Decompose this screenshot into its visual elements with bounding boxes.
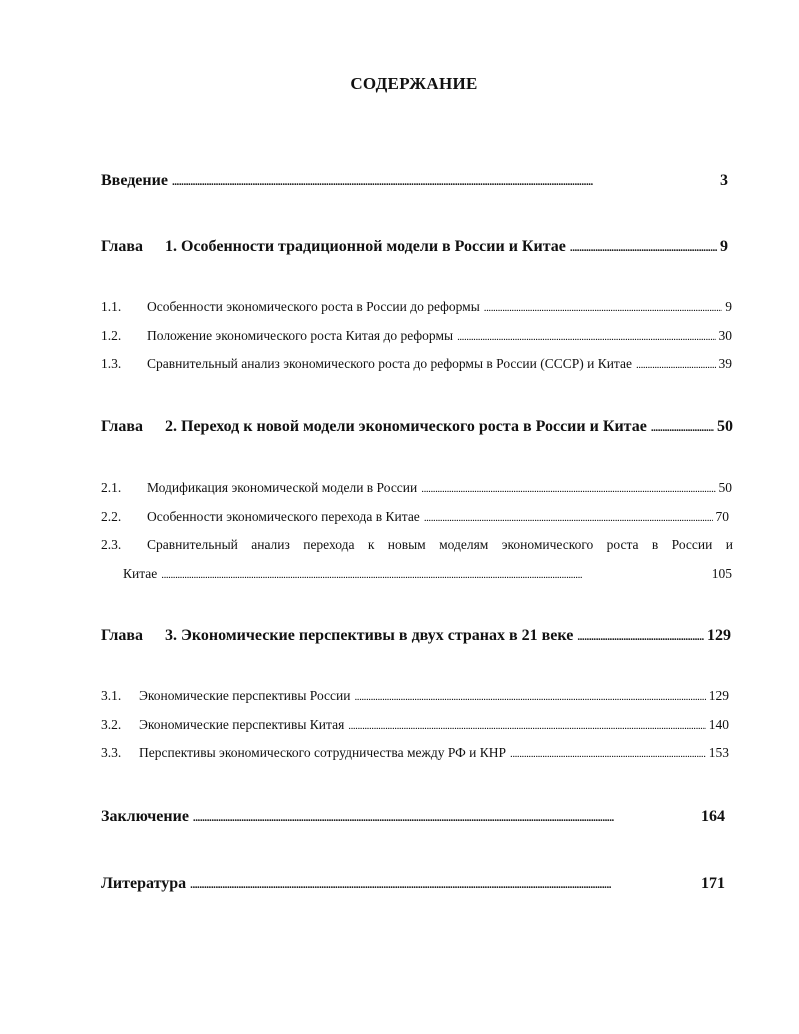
dot-leader xyxy=(190,879,698,891)
dot-leader xyxy=(577,631,704,643)
toc-entry-intro[interactable] xyxy=(101,172,728,190)
page-number: 39 xyxy=(718,356,732,371)
page-number: 164 xyxy=(701,808,725,825)
section-number: 3.1. xyxy=(101,688,122,703)
section-number: 1.1. xyxy=(101,299,122,314)
dot-leader xyxy=(421,483,715,495)
entry-title: Введение xyxy=(101,172,168,189)
word: в xyxy=(651,537,659,552)
word: экономического xyxy=(501,537,594,552)
page-number: 30 xyxy=(718,328,732,343)
chapter-number: 1. xyxy=(165,238,177,255)
chapter-title: Переход к новой модели экономического роста в России и Китае xyxy=(181,418,647,435)
page-number: 129 xyxy=(707,627,731,644)
toc-chapter-3[interactable] xyxy=(101,627,731,645)
toc-chapter-2[interactable] xyxy=(101,418,733,436)
word: к xyxy=(367,537,375,552)
page-number: 140 xyxy=(708,717,729,732)
chapter-title: Особенности традиционной модели в России и Китае xyxy=(181,238,566,255)
page-number: 129 xyxy=(708,688,729,703)
section-number: 2.2. xyxy=(101,509,122,524)
section-number: 1.2. xyxy=(101,328,122,343)
toc-chapter-1[interactable] xyxy=(101,238,728,256)
toc-section-2-3-continuation[interactable] xyxy=(123,566,732,582)
word: перехода xyxy=(303,537,355,552)
toc-section-2-2[interactable] xyxy=(101,509,729,525)
toc-section-3-3[interactable] xyxy=(101,745,729,761)
page-number: 50 xyxy=(717,418,733,435)
chapter-label: Глава xyxy=(101,627,143,644)
entry-title: Заключение xyxy=(101,808,189,825)
section-number: 1.3. xyxy=(101,356,122,371)
word: России xyxy=(671,537,713,552)
toc-entry-literature[interactable] xyxy=(101,875,725,893)
section-number: 2.3. xyxy=(101,537,122,552)
section-title-continuation: Китае xyxy=(123,566,158,581)
page-title: СОДЕРЖАНИЕ xyxy=(350,74,478,93)
word: новым xyxy=(387,537,426,552)
dot-leader xyxy=(354,691,705,703)
dot-leader xyxy=(636,359,716,371)
section-title xyxy=(147,537,733,553)
section-number: 3.3. xyxy=(101,745,122,760)
word: роста xyxy=(606,537,639,552)
toc-entry-conclusion[interactable] xyxy=(101,808,725,826)
word: моделям xyxy=(439,537,489,552)
toc-section-3-1[interactable] xyxy=(101,688,729,704)
dot-leader xyxy=(348,720,705,732)
dot-leader xyxy=(570,242,717,254)
chapter-label: Глава xyxy=(101,238,143,255)
section-title: Модификация экономической модели в России xyxy=(147,480,418,495)
dot-leader xyxy=(457,331,715,343)
section-number: 2.1. xyxy=(101,480,122,495)
toc-section-2-1[interactable] xyxy=(101,480,732,496)
dot-leader xyxy=(161,569,708,581)
section-title: Перспективы экономического сотрудничества между РФ и КНР xyxy=(139,745,507,760)
dot-leader xyxy=(484,302,722,314)
entry-title: Литература xyxy=(101,875,187,892)
dot-leader xyxy=(651,422,714,434)
word: Сравнительный xyxy=(147,537,238,552)
page-number: 3 xyxy=(720,172,728,189)
page-number: 9 xyxy=(720,238,728,255)
toc-section-1-1[interactable] xyxy=(101,299,732,315)
page-number: 171 xyxy=(701,875,725,892)
dot-leader xyxy=(424,512,713,524)
dot-leader xyxy=(510,748,706,760)
chapter-number: 2. xyxy=(165,418,177,435)
word: и xyxy=(725,537,733,552)
section-title: Экономические перспективы России xyxy=(139,688,351,703)
chapter-label: Глава xyxy=(101,418,143,435)
section-title: Особенности экономического перехода в Китае xyxy=(147,509,420,524)
dot-leader xyxy=(193,812,698,824)
page-number: 9 xyxy=(725,299,732,314)
section-number: 3.2. xyxy=(101,717,122,732)
page-number: 70 xyxy=(715,509,729,524)
dot-leader xyxy=(172,176,717,188)
chapter-title: Экономические перспективы в двух странах в 21 веке xyxy=(181,627,574,644)
word: анализ xyxy=(251,537,290,552)
section-title: Положение экономического роста Китая до реформы xyxy=(147,328,454,343)
toc-section-1-3[interactable] xyxy=(101,356,732,372)
section-title: Сравнительный анализ экономического роста до реформы в России (СССР) и Китае xyxy=(147,356,632,371)
page-number: 50 xyxy=(718,480,732,495)
toc-section-3-2[interactable] xyxy=(101,717,729,733)
page-number: 105 xyxy=(711,566,732,581)
toc-section-2-3[interactable] xyxy=(101,537,733,553)
section-title: Экономические перспективы Китая xyxy=(139,717,345,732)
toc-section-1-2[interactable] xyxy=(101,328,732,344)
section-title: Особенности экономического роста в России до реформы xyxy=(147,299,480,314)
page-number: 153 xyxy=(708,745,729,760)
chapter-number: 3. xyxy=(165,627,177,644)
